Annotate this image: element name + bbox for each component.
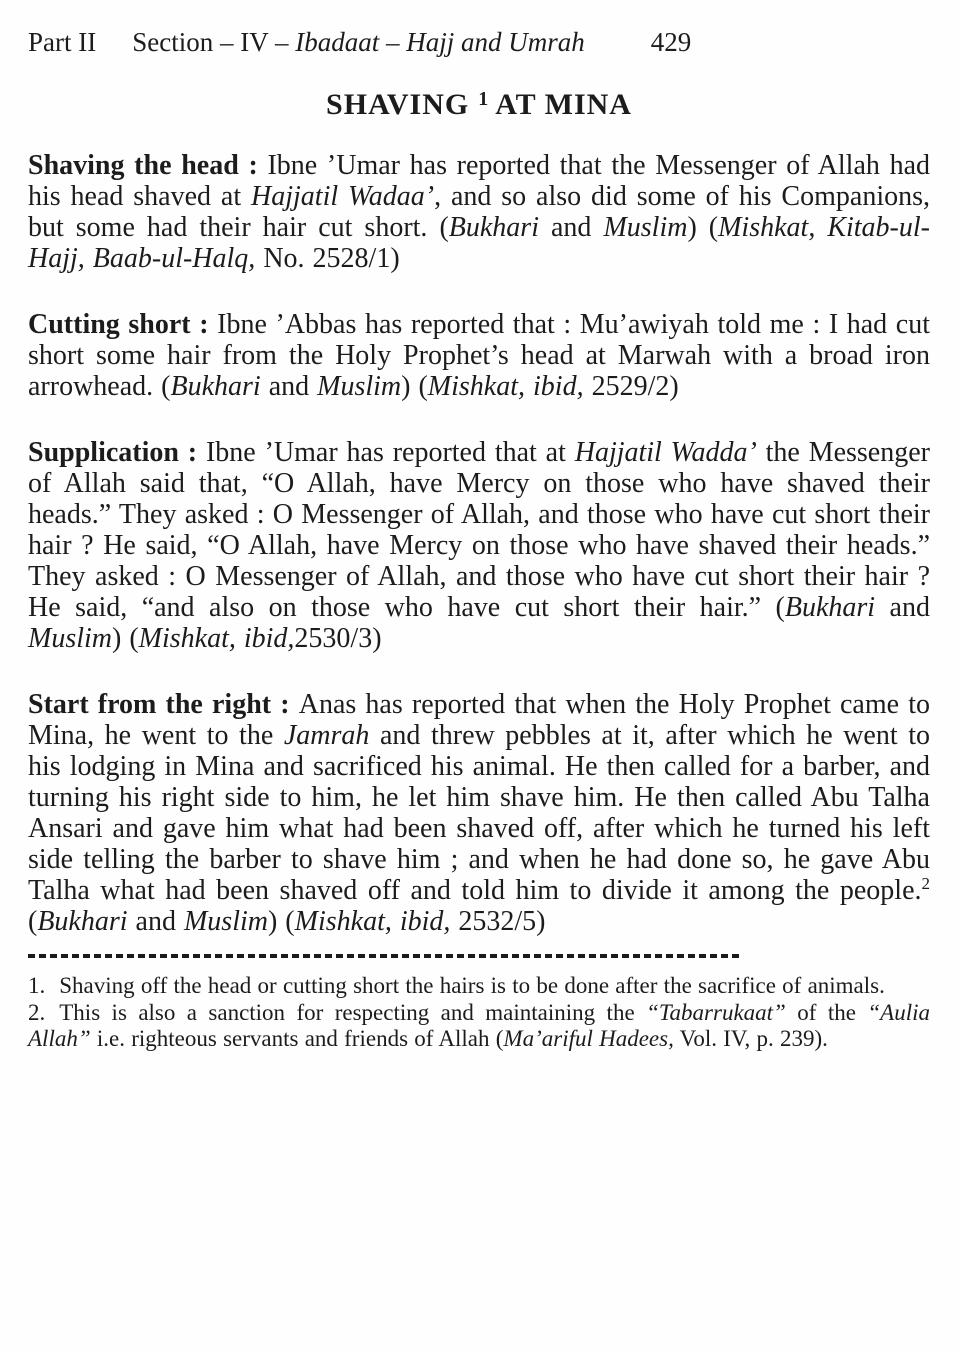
- text-segment: i.e. righteous servants and friends of Allah (: [90, 1026, 504, 1051]
- text-segment-italic: Mishkat, ibid,: [427, 371, 584, 402]
- body-text: [28, 150, 930, 937]
- text-segment: ) (: [401, 371, 428, 402]
- header-part-label: Part II: [28, 27, 97, 57]
- title-text-post: AT MINA: [495, 88, 632, 121]
- text-segment: 2532/5): [450, 906, 546, 937]
- text-segment: 2529/2): [583, 371, 679, 402]
- page-number: 429: [650, 27, 692, 57]
- page-header: [28, 27, 930, 57]
- text-segment-italic: Bukhari: [784, 592, 876, 623]
- title-text-pre: SHAVING: [326, 88, 470, 121]
- text-segment: Ibne ’Umar has reported that at: [205, 437, 575, 468]
- text-segment-italic: “Aulia Allah”: [28, 999, 930, 1051]
- text-segment: This is also a sanction for respecting and maintaining the: [59, 999, 647, 1025]
- paragraph-cutting-short: [28, 309, 930, 402]
- text-segment-italic: Mishkat, Kitab-ul-Hajj, Baab-ul-Halq,: [28, 212, 930, 274]
- paragraph-supplication: [28, 437, 930, 654]
- text-segment-sup: 2: [921, 874, 930, 893]
- text-segment: and: [538, 212, 604, 243]
- footnote-1: [28, 973, 930, 1000]
- footnote-1-text: [59, 973, 885, 998]
- text-segment-bold: Shaving the head :: [28, 150, 268, 181]
- text-segment-italic: Jamrah: [283, 720, 370, 751]
- text-segment: ) (: [112, 623, 139, 654]
- paragraph-shaving-the-head: [28, 150, 930, 274]
- text-segment: the Messenger of Allah said that, “O Allah, have Mercy on those who have shaved their heads.” They asked : O Messenger of Allah, and those who have cut short their hair ? He said, “O Allah, have Mercy on those who have shaved their heads.” They asked : O Messenger of Allah, and those who have cut short their hair ? He said, “and also on those who have cut short their hair.” (: [28, 437, 930, 623]
- text-segment-italic: Mishkat, ibid,: [294, 906, 451, 937]
- paragraph-start-from-the-right: [28, 689, 930, 937]
- text-segment: and: [875, 592, 930, 623]
- text-segment: Anas has reported that when the Holy Prophet came to Mina, he went to the: [28, 689, 930, 751]
- text-segment-bold: Cutting short :: [28, 309, 218, 340]
- text-segment-italic: Hajjatil Wadda’: [574, 437, 757, 468]
- text-segment-italic: Mishkat, ibid,: [138, 623, 295, 654]
- text-segment-italic: Muslim: [183, 906, 268, 937]
- text-segment-italic: Bukhari: [37, 906, 128, 937]
- text-segment: (: [28, 906, 38, 937]
- text-segment-italic: Muslim: [603, 212, 688, 243]
- page-title: [28, 88, 930, 122]
- text-segment-italic: Ma’ariful Hadees,: [503, 1026, 674, 1051]
- text-segment: and threw pebbles at it, after which he went to his lodging in Mina and sacrificed his animal. He then called for a barber, and turning his right side to him, he let him shave him. He then called Abu Talha Ansari and gave him what had been shaved off, after which he turned his left side telling the barber to shave him ; and when he had done so, he gave Abu Talha what had been shaved off and told him to divide it among the people.: [28, 720, 930, 906]
- text-segment: Ibne ’Abbas has reported that : Mu’awiyah told me : I had cut short some hair from the Holy Prophet’s head at Marwah with a broad iron arrowhead. (: [28, 309, 930, 402]
- text-segment: Shaving off the head or cutting short the hairs is to be done after the sacrifice of animals.: [59, 973, 885, 998]
- header-section-title: [132, 27, 585, 57]
- text-segment-italic: Hajjatil Wadaa’: [251, 181, 435, 212]
- footnote-1-number: 1.: [28, 973, 46, 998]
- text-segment: and: [127, 906, 184, 937]
- text-segment-italic: “Tabarrukaat”: [646, 999, 786, 1025]
- footnote-separator: [28, 954, 742, 958]
- header-section-italic: Ibadaat – Hajj and Umrah: [295, 27, 585, 57]
- footnote-2-number: 2.: [28, 999, 46, 1025]
- text-segment-italic: Muslim: [317, 371, 402, 402]
- text-segment: Ibne ’Umar has reported that the Messenger of Allah had his head shaved at: [28, 150, 930, 212]
- text-segment-italic: Bukhari: [170, 371, 261, 402]
- footnotes-section: [28, 973, 930, 1053]
- text-segment: No. 2528/1): [255, 243, 400, 274]
- text-segment: ) (: [267, 906, 295, 937]
- text-segment: ) (: [687, 212, 719, 243]
- footnote-2-text: [28, 1000, 930, 1052]
- text-segment: , and so also did some of his Companions, but some had their hair cut short. (: [28, 181, 930, 243]
- text-segment-italic: Bukhari: [448, 212, 539, 243]
- text-segment: 2530/3): [294, 623, 382, 654]
- text-segment: and: [260, 371, 318, 402]
- title-footnote-marker: 1: [478, 88, 489, 110]
- footnote-2: [28, 1000, 930, 1053]
- text-segment-bold: Start from the right :: [28, 689, 299, 720]
- text-segment: Vol. IV, p. 239).: [673, 1026, 828, 1051]
- header-section-regular: Section – IV –: [132, 27, 296, 57]
- text-segment: of the: [785, 999, 868, 1025]
- text-segment-bold: Supplication :: [28, 437, 206, 468]
- text-segment-italic: Muslim: [28, 623, 112, 654]
